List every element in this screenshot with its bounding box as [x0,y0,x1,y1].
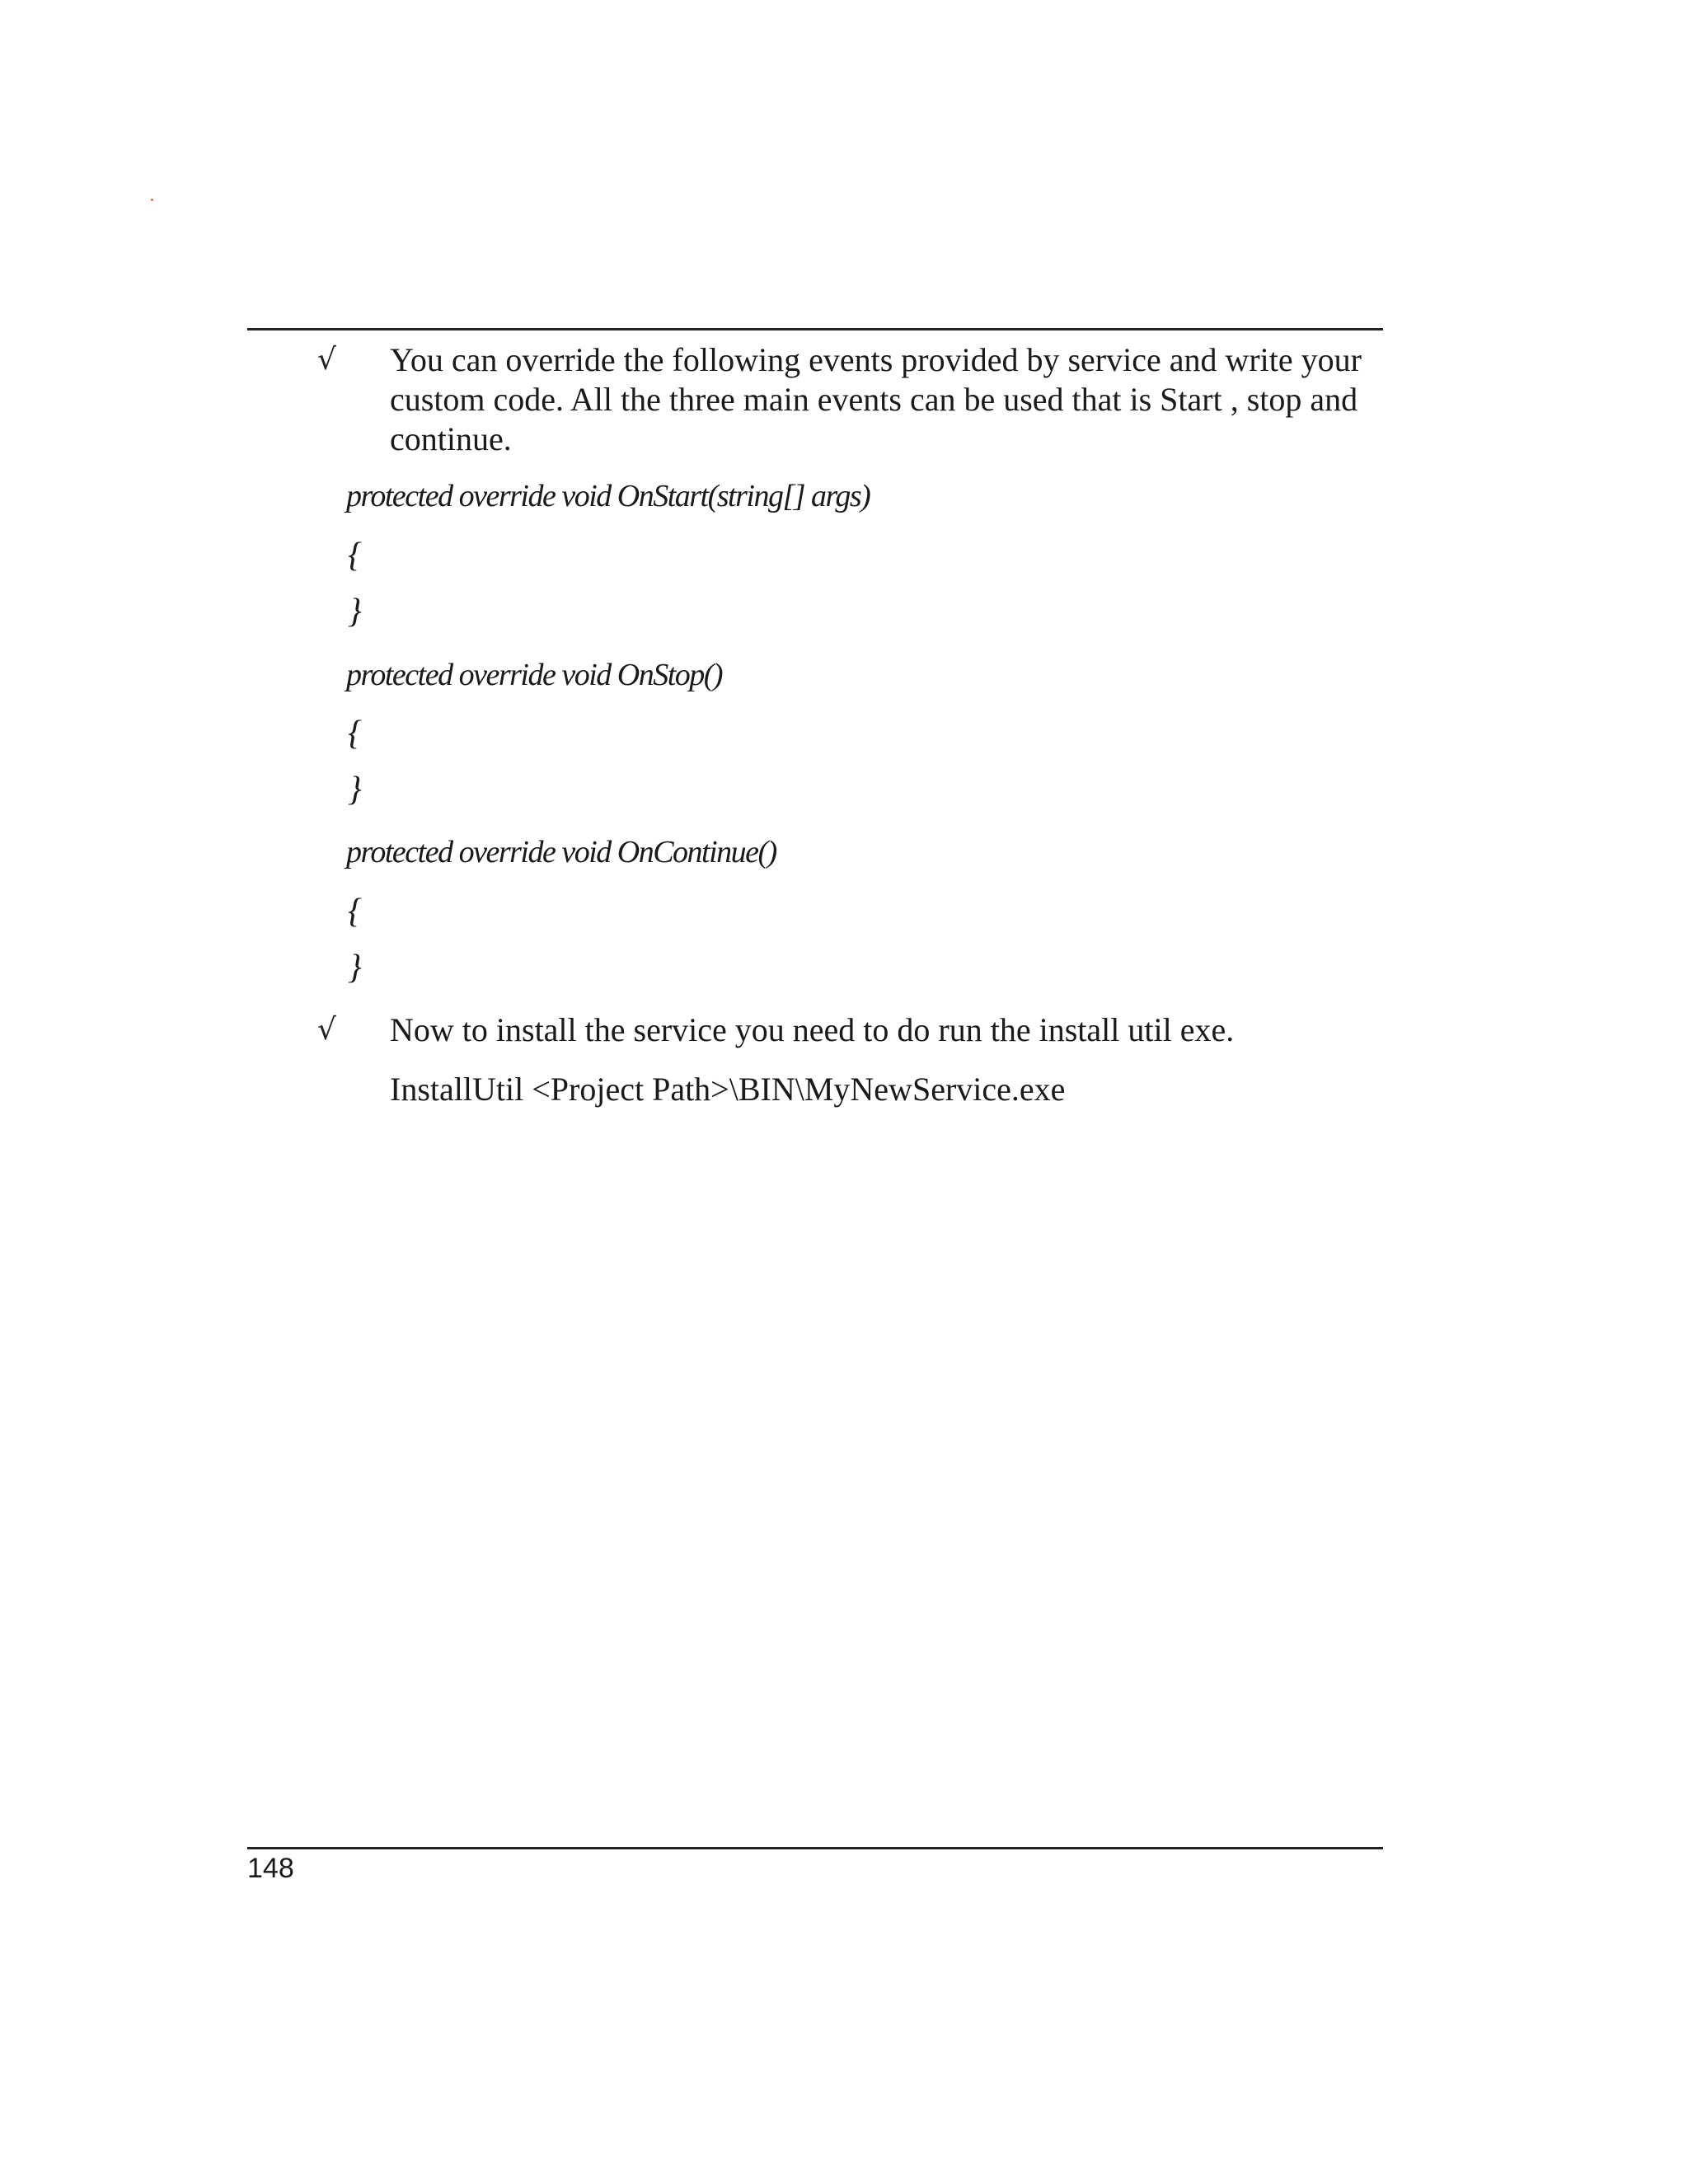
bullet-1-text: You can override the following events provided by service and write your custom code. All the three main events can be used that is Start , stop and continue. [390,341,1362,457]
code-oncontinue-signature: protected override void OnContinue() [346,835,776,869]
code-onstart-signature: protected override void OnStart(string[] args) [346,479,870,513]
code-onstart-close-brace: } [348,593,362,630]
code-oncontinue-open-brace: { [348,893,362,930]
footer-rule [247,1847,1383,1849]
checkmark-bullet-icon: √ [317,1013,336,1047]
code-onstop-open-brace: { [348,715,362,752]
install-command: InstallUtil <Project Path>\BIN\MyNewService.exe [390,1071,1066,1108]
code-oncontinue-close-brace: } [348,949,362,987]
code-onstop-close-brace: } [348,771,362,808]
header-rule [247,328,1383,330]
page-number: 148 [247,1853,294,1884]
printer-mark [151,199,153,201]
code-onstart-open-brace: { [348,537,362,574]
code-onstop-signature: protected override void OnStop() [346,658,723,692]
bullet-2-text: Now to install the service you need to do run the install util exe. [390,1011,1235,1048]
checkmark-bullet-icon: √ [317,343,336,377]
